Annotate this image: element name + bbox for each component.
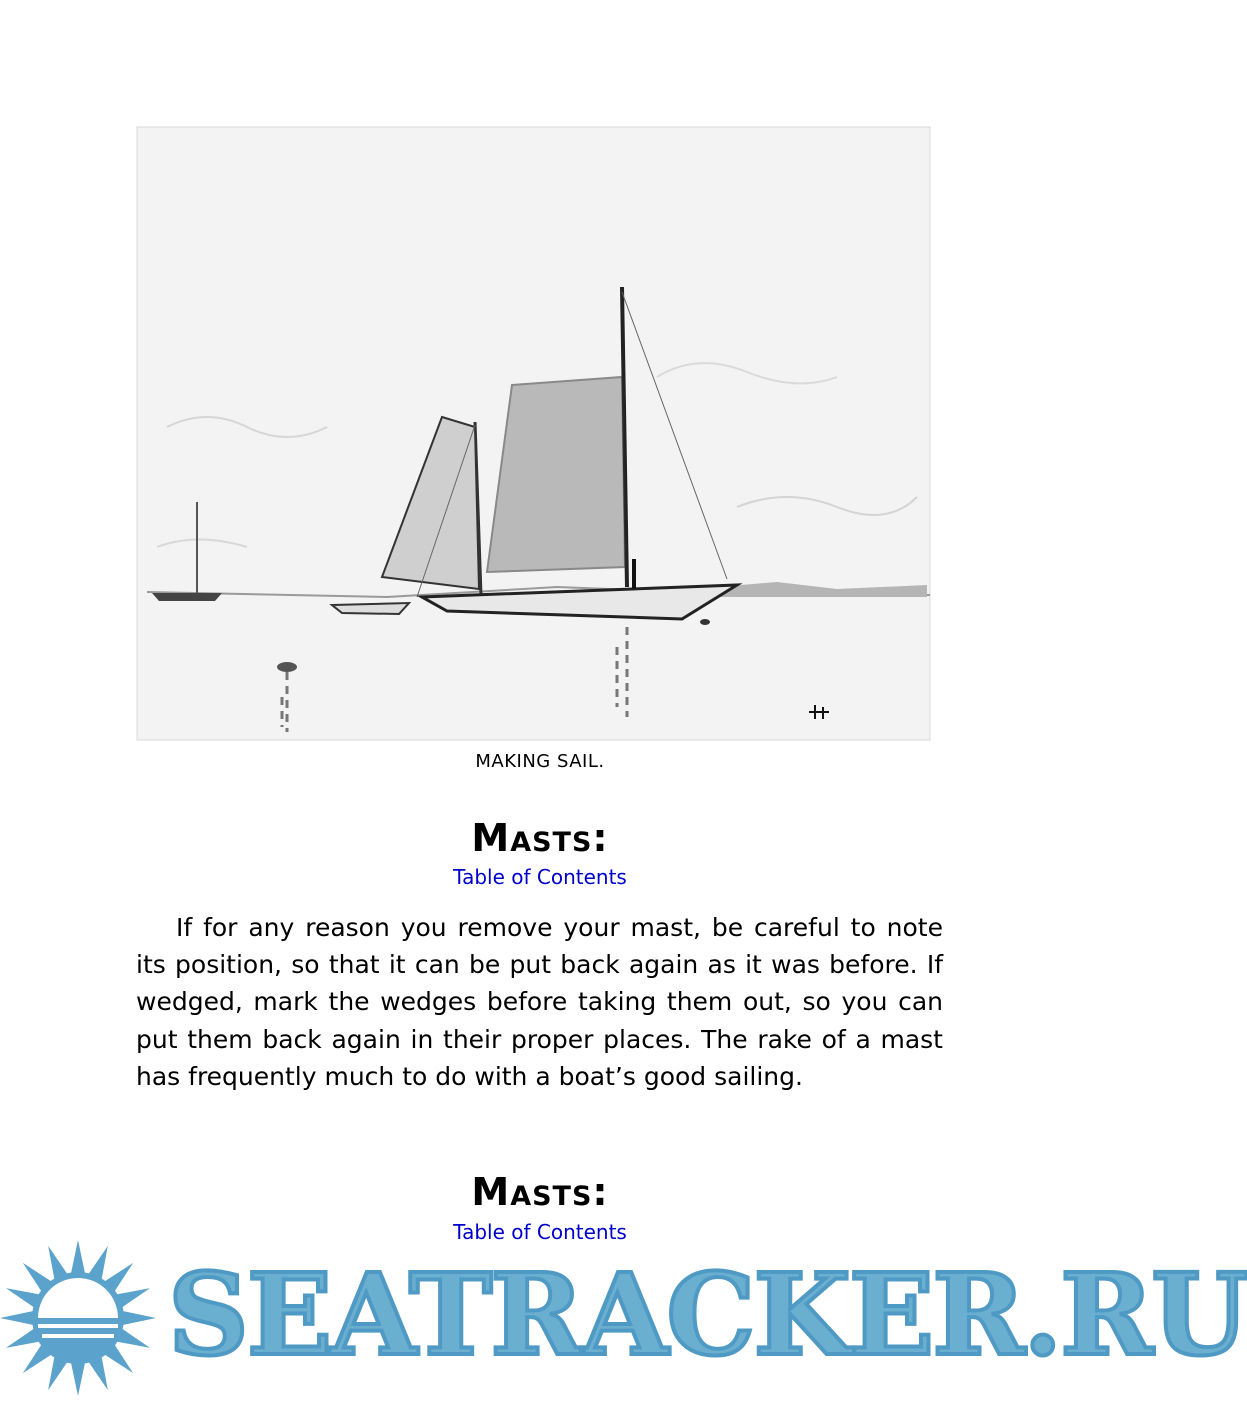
table-of-contents-link[interactable]: Table of Contents <box>453 1220 627 1244</box>
body-paragraph: If for any reason you remove your mast, be careful to note its position, so that it can be put back again as it was before. If wedged, mark the wedges before taking them out, so you can put them back again in their proper places. The rake of a mast has frequently much to do with a boat’s good sailing. <box>136 913 943 1091</box>
sailboat-sketch-icon <box>137 127 930 740</box>
section-title: Masts: <box>471 1170 609 1214</box>
sailboat-illustration <box>137 127 930 740</box>
figure-caption: MAKING SAIL. <box>475 751 605 772</box>
section-title: Masts: <box>471 816 609 860</box>
table-of-contents-link[interactable]: Table of Contents <box>453 865 627 889</box>
watermark-text: SEATRACKER.RU <box>168 1250 1247 1381</box>
sun-logo-icon <box>0 1238 170 1397</box>
